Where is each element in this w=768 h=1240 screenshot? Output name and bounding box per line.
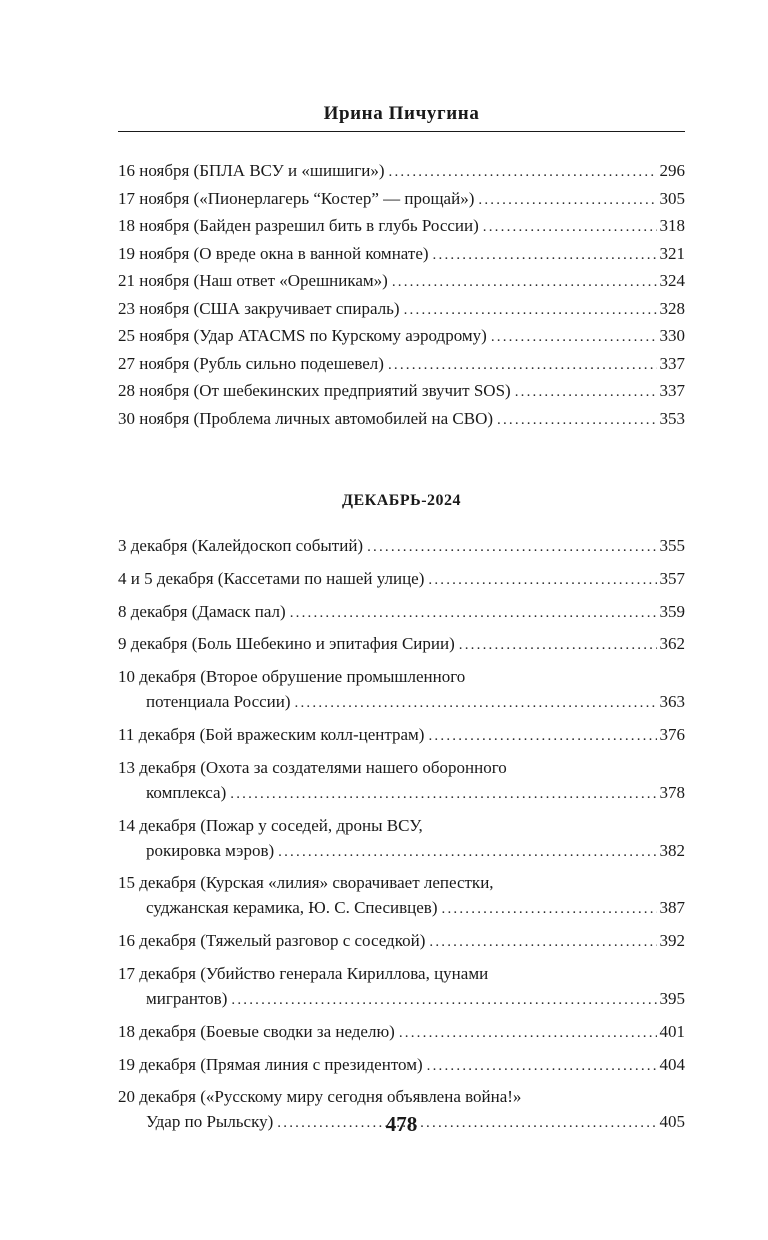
toc-entry-page: 387 xyxy=(659,898,685,918)
leader-dots xyxy=(367,535,656,560)
toc-entry-page: 362 xyxy=(659,634,685,654)
toc-entry-title: 16 ноября (БПЛА ВСУ и «шишиги») xyxy=(118,161,385,180)
toc-entry xyxy=(118,1052,685,1077)
toc-entry xyxy=(118,928,685,953)
toc-entry-page: 357 xyxy=(659,568,685,588)
toc-entry xyxy=(118,186,685,214)
toc-entry-title: 28 ноября (От шебекинских предприятий звучит SOS) xyxy=(118,381,511,400)
toc-december-list xyxy=(118,533,685,1142)
toc-entry-title: 23 ноября (США закручивает спираль) xyxy=(118,298,400,318)
toc-entry xyxy=(118,323,685,351)
leader-dots xyxy=(429,930,656,955)
toc-entry xyxy=(118,406,685,434)
toc-entry-page: 353 xyxy=(659,408,685,428)
leader-dots xyxy=(497,408,656,433)
toc-entry-page: 330 xyxy=(659,326,685,345)
toc-entry-title-continuation: суджанская керамика, Ю. С. Спесивцев) xyxy=(146,898,438,918)
toc-entry-title: 11 декабря (Бой вражеским колл-центрам) xyxy=(118,724,425,744)
toc-entry-title: 19 декабря (Прямая линия с президентом) xyxy=(118,1054,423,1074)
toc-entry-page: 318 xyxy=(659,216,685,235)
toc-entry-title: 18 декабря (Боевые сводки за неделю) xyxy=(118,1021,395,1041)
page-number: 478 xyxy=(385,1112,418,1136)
leader-dots xyxy=(442,897,657,922)
toc-entry-title: 27 ноября (Рубль сильно подешевел) xyxy=(118,353,384,373)
toc-entry-title: 4 и 5 декабря (Кассетами по нашей улице) xyxy=(118,568,425,588)
leader-dots xyxy=(389,160,657,185)
toc-entry xyxy=(118,722,685,747)
leader-dots xyxy=(478,188,656,213)
toc-entry-page: 324 xyxy=(659,271,685,290)
toc-entry xyxy=(118,351,685,379)
leader-dots xyxy=(392,270,657,295)
leader-dots xyxy=(428,568,656,593)
toc-entry-title-continuation: рокировка мэров) xyxy=(146,840,275,860)
toc-entry xyxy=(118,1019,685,1044)
header-rule xyxy=(118,131,685,132)
toc-entry-page: 392 xyxy=(659,931,685,951)
toc-entry xyxy=(118,755,685,805)
toc-entry-title: 14 декабря (Пожар у соседей, дроны ВСУ, xyxy=(118,815,423,835)
toc-entry-title: 30 ноября (Проблема личных автомобилей на СВО) xyxy=(118,408,494,428)
toc-entry xyxy=(118,566,685,591)
toc-entry-page: 382 xyxy=(659,840,685,860)
toc-entry-title: 16 декабря (Тяжелый разговор с соседкой) xyxy=(118,931,426,951)
toc-entry xyxy=(118,213,685,241)
toc-entry xyxy=(118,599,685,624)
leader-dots xyxy=(483,215,657,240)
leader-dots xyxy=(427,1054,657,1079)
toc-entry-title: 10 декабря (Второе обрушение промышленного xyxy=(118,667,466,687)
toc-entry-page: 405 xyxy=(659,1112,685,1132)
toc-november-list xyxy=(118,158,685,433)
toc-entry-page: 355 xyxy=(659,536,685,555)
toc-entry-title: 8 декабря (Дамаск пал) xyxy=(118,601,286,621)
leader-dots xyxy=(491,325,657,350)
toc-entry-title: 17 ноября («Пионерлагерь “Костер” — прощай») xyxy=(118,188,475,208)
toc-entry-title: 15 декабря (Курская «лилия» сворачивает лепестки, xyxy=(118,873,494,893)
toc-entry xyxy=(118,378,685,406)
toc-entry-page: 328 xyxy=(659,298,685,318)
leader-dots xyxy=(278,840,656,865)
leader-dots xyxy=(428,724,656,749)
toc-entry-page: 401 xyxy=(659,1021,685,1041)
toc-entry-page: 404 xyxy=(659,1054,685,1074)
toc-entry-title: 18 ноября (Байден разрешил бить в глубь России) xyxy=(118,216,479,235)
leader-dots xyxy=(295,691,657,716)
toc-entry-title: 20 декабря («Русскому миру сегодня объявлена война!» xyxy=(118,1087,522,1107)
leader-dots xyxy=(388,353,657,378)
leader-dots xyxy=(290,601,657,626)
leader-dots xyxy=(515,380,657,405)
leader-dots xyxy=(433,243,657,268)
toc-entry xyxy=(118,664,685,714)
toc-entry-page: 359 xyxy=(659,601,685,621)
toc-entry-page: 337 xyxy=(659,381,685,400)
toc-entry xyxy=(118,631,685,656)
toc-entry-title-continuation: комплекса) xyxy=(146,782,227,802)
toc-entry-title: 25 ноября (Удар ATACMS по Курскому аэродрому) xyxy=(118,326,487,345)
toc-entry-title: 21 ноября (Наш ответ «Орешникам») xyxy=(118,271,388,290)
toc-entry-title-continuation: Удар по Рыльску) xyxy=(146,1112,274,1132)
toc-entry-title: 3 декабря (Калейдоскоп событий) xyxy=(118,536,364,555)
toc-entry xyxy=(118,533,685,558)
toc-entry-title: 9 декабря (Боль Шебекино и эпитафия Сирии) xyxy=(118,634,455,654)
toc-entry xyxy=(118,296,685,324)
running-head-author: Ирина Пичугина xyxy=(323,103,480,124)
leader-dots xyxy=(404,298,657,323)
toc-entry xyxy=(118,961,685,1011)
toc-entry-page: 376 xyxy=(659,724,685,744)
section-heading-december: ДЕКАБРЬ-2024 xyxy=(341,492,462,509)
leader-dots xyxy=(231,988,656,1013)
toc-entry xyxy=(118,870,685,920)
toc-entry-page: 395 xyxy=(659,988,685,1008)
toc-entry-page: 296 xyxy=(659,161,685,180)
toc-entry xyxy=(118,158,685,186)
leader-dots xyxy=(399,1021,657,1046)
toc-entry-title-continuation: потенциала России) xyxy=(146,692,291,712)
toc-entry-title-continuation: мигрантов) xyxy=(146,988,228,1008)
toc-entry xyxy=(118,813,685,863)
leader-dots xyxy=(459,633,657,658)
toc-entry-page: 378 xyxy=(659,782,685,802)
toc-entry-title: 17 декабря (Убийство генерала Кириллова, цунами xyxy=(118,963,489,983)
toc-entry-title: 19 ноября (О вреде окна в ванной комнате) xyxy=(118,243,429,263)
toc-entry-page: 305 xyxy=(659,188,685,208)
toc-entry-page: 321 xyxy=(659,243,685,263)
toc-entry-page: 337 xyxy=(659,353,685,373)
toc-entry-page: 363 xyxy=(659,692,685,712)
toc-entry xyxy=(118,241,685,269)
leader-dots xyxy=(230,782,656,807)
toc-entry-title: 13 декабря (Охота за создателями нашего оборонного xyxy=(118,757,507,777)
toc-entry xyxy=(118,268,685,296)
